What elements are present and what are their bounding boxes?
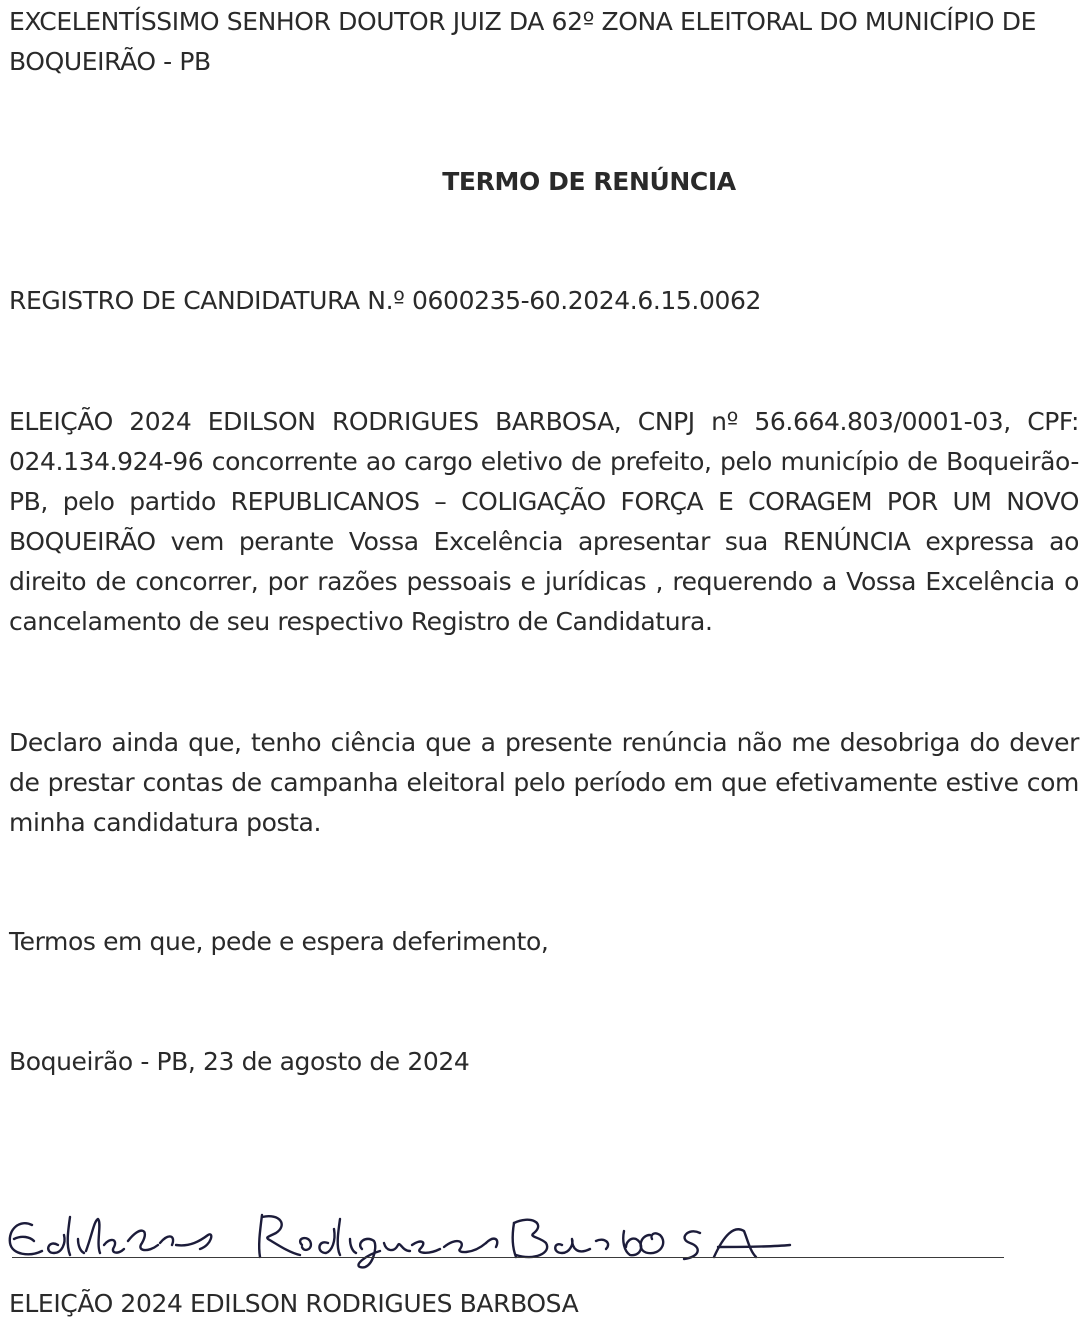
closing-statement: Termos em que, pede e espera deferimento, [9,927,549,956]
registro-candidatura: REGISTRO DE CANDIDATURA N.º 0600235-60.2024.6.15.0062 [9,286,761,315]
paragraph-renuncia: ELEIÇÃO 2024 EDILSON RODRIGUES BARBOSA, CNPJ nº 56.664.803/0001-03, CPF: 024.134.924-96 concorrente ao cargo eletivo de prefeito, pelo município de Boqueirão-PB, pelo partido REPUBLICANOS – COLIGAÇÃO FORÇA E CORAGEM POR UM NOVO BOQUEIRÃO vem perante Vossa Excelência apresentar sua RENÚNCIA expressa ao direito de concorrer, por razões pessoais e jurídicas , requerendo a Vossa Excelência o cancelamento de seu respectivo Registro de Candidatura. [9,407,1079,636]
handwritten-signature [0,1195,1086,1275]
signature-line [12,1257,1004,1258]
signature-area [0,1195,1086,1275]
place-and-date: Boqueirão - PB, 23 de agosto de 2024 [9,1047,470,1076]
paragraph-declaracao: Declaro ainda que, tenho ciência que a presente renúncia não me desobriga do dever de prestar contas de campanha eleitoral pelo período em que efetivamente estive com minha candidatura posta. [9,728,1079,837]
document-title: TERMO DE RENÚNCIA [442,167,736,196]
addressee: EXCELENTÍSSIMO SENHOR DOUTOR JUIZ DA 62º ZONA ELEITORAL DO MUNICÍPIO DE BOQUEIRÃO - PB [9,7,1036,76]
signer-name: ELEIÇÃO 2024 EDILSON RODRIGUES BARBOSA [9,1289,579,1318]
